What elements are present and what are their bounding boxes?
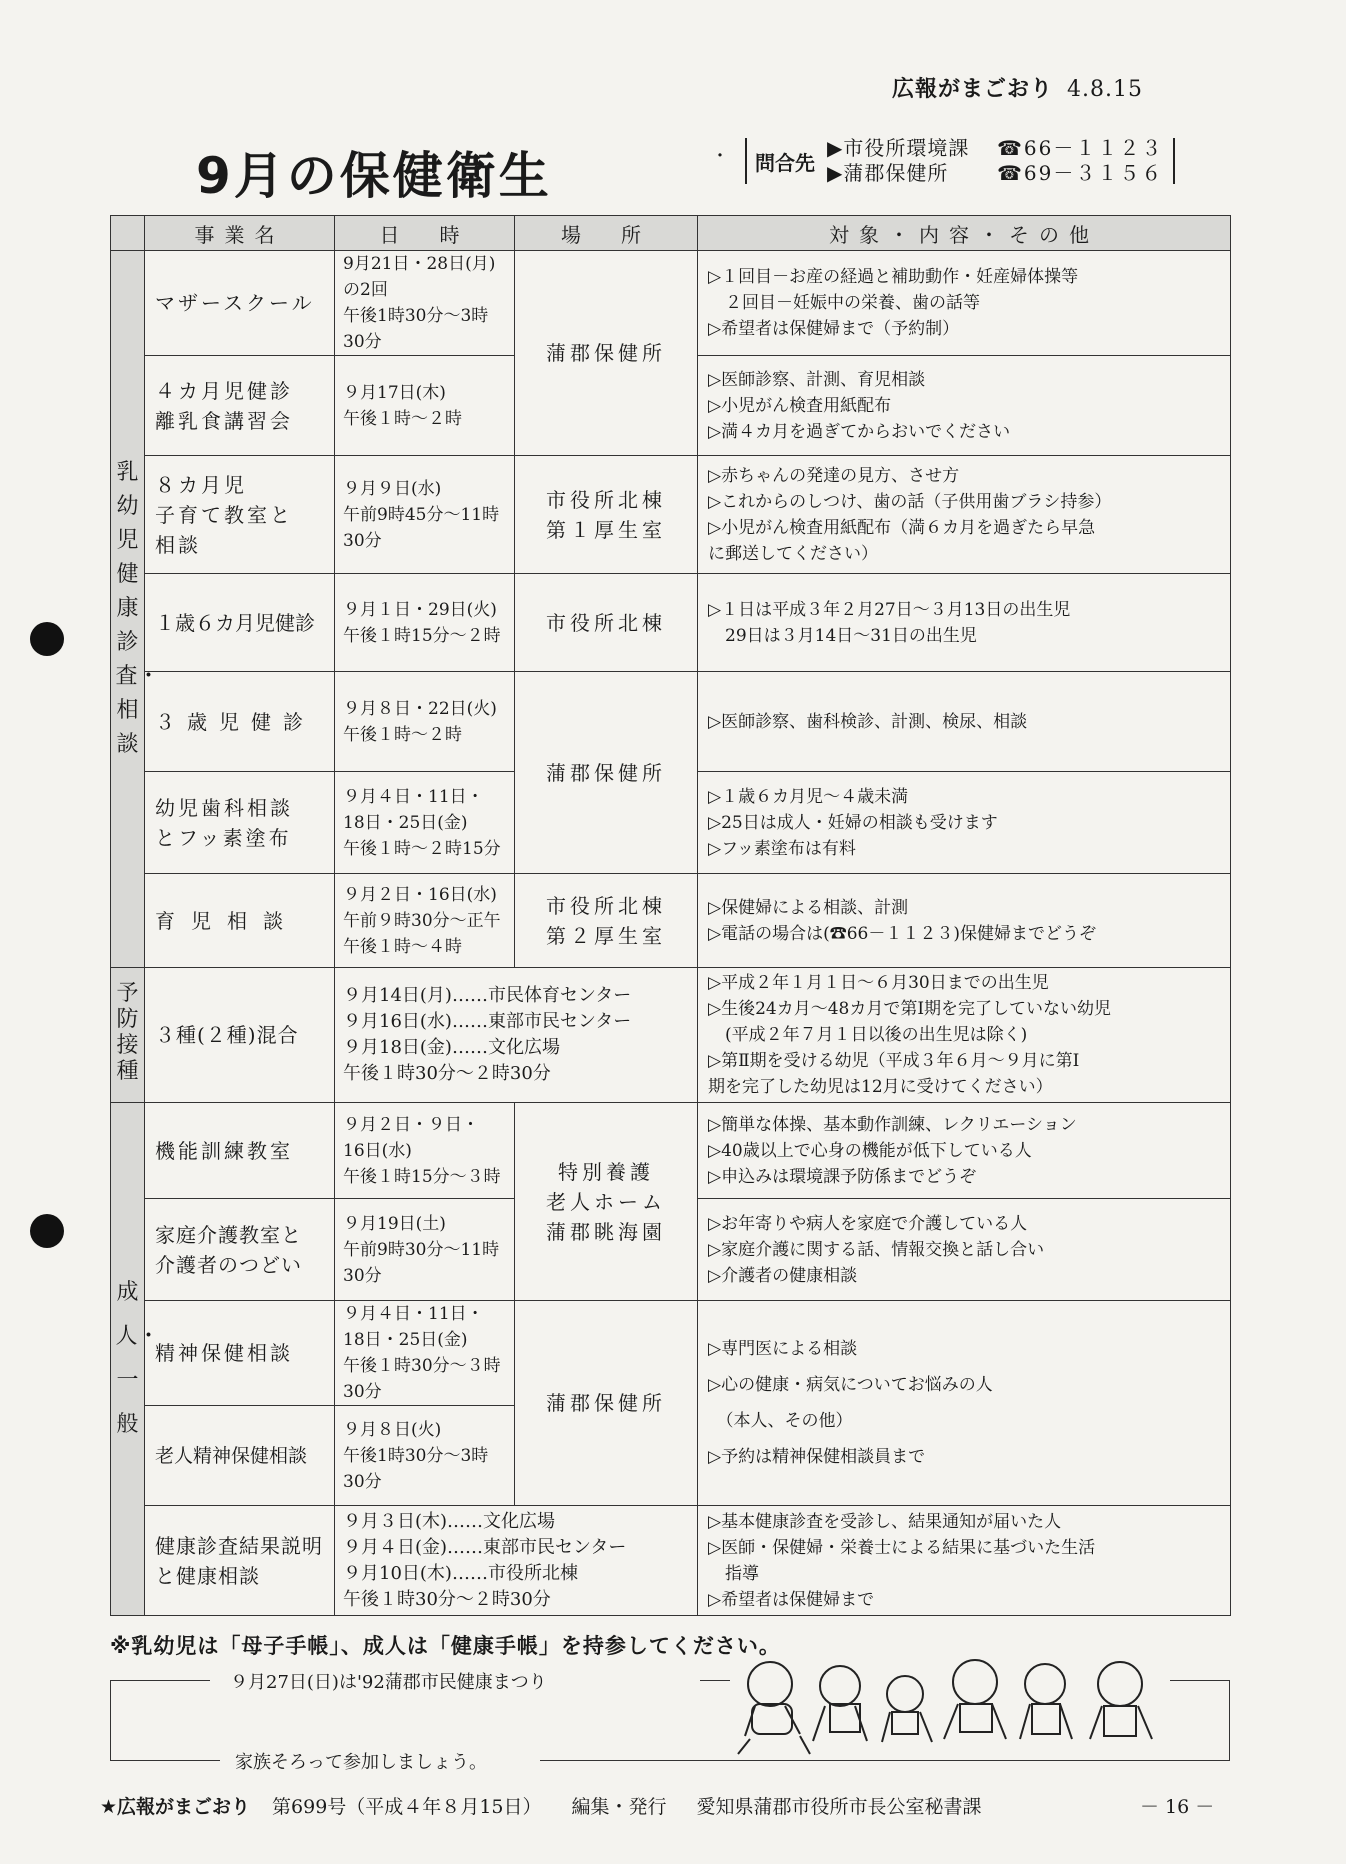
event-datetime: ９月２日・９日・ 16日(水) 午後１時15分～３時 <box>335 1103 515 1199</box>
detail-item: ▷希望者は保健婦まで <box>708 1589 875 1610</box>
detail-item: ▷満４カ月を過ぎてからおいでください <box>708 421 1011 442</box>
footer-brand: ★広報がまごおり <box>100 1796 251 1818</box>
contact-row <box>827 136 1167 161</box>
event-name: 幼児歯科相談 とフッ素塗布 <box>145 772 335 874</box>
event-name: ３種(２種)混合 <box>145 968 335 1103</box>
table-row <box>111 672 1231 772</box>
binder-hole-top <box>30 622 64 656</box>
event-name: 精神保健相談 <box>145 1301 335 1406</box>
detail-item: ▷１日は平成３年２月27日～３月13日の出生児 <box>708 599 1071 620</box>
detail-item: ▷保健婦による相談、計測 <box>708 897 909 918</box>
event-name: 老人精神保健相談 <box>145 1406 335 1506</box>
event-details <box>698 1199 1231 1301</box>
table-row <box>111 574 1231 672</box>
event-name: マザースクール <box>145 251 335 356</box>
event-datetime: ９月４日・11日・ 18日・25日(金) 午後１時～２時15分 <box>335 772 515 874</box>
detail-item: ▷生後24カ月～48カ月で第Ⅰ期を完了していない幼児 (平成２年７月１日以後の出生児は除く) <box>708 999 1112 1045</box>
table-row <box>111 968 1231 1103</box>
event-place: 蒲郡保健所 <box>515 1301 698 1506</box>
header-place: 場 所 <box>515 216 698 251</box>
event-name: 機能訓練教室 <box>145 1103 335 1199</box>
event-datetime: ９月19日(土) 午前9時30分～11時30分 <box>335 1199 515 1301</box>
event-datetime: ９月２日・16日(水) 午前９時30分～正午 午後１時～４時 <box>335 874 515 968</box>
header-details: 対象・内容・その他 <box>698 216 1231 251</box>
event-details <box>698 456 1231 574</box>
detail-item: ▷40歳以上で心身の機能が低下している人 <box>708 1140 1032 1161</box>
footer-issue: 第699号（平成４年８月15日） <box>272 1796 542 1818</box>
detail-item: ▷医師診察、計測、育児相談 <box>708 369 926 390</box>
contact-name: ▶市役所環境課 <box>827 136 970 160</box>
bring-notebook-note: ※乳幼児は「母子手帳」、成人は「健康手帳」を持参してください。 <box>110 1634 781 1658</box>
table-row <box>111 1506 1231 1616</box>
event-details <box>698 1301 1231 1506</box>
detail-item: ▷基本健康診査を受診し、結果通知が届いた人 <box>708 1511 1062 1532</box>
binder-hole-bottom <box>30 1214 64 1248</box>
event-datetime: ９月９日(水) 午前9時45分～11時30分 <box>335 456 515 574</box>
footer <box>100 1792 982 1819</box>
header-blank <box>111 216 145 251</box>
event-details <box>698 968 1231 1103</box>
detail-item: ▷心の健康・病気についてお悩みの人 <box>708 1375 993 1395</box>
contact-name: ▶蒲郡保健所 <box>827 161 949 185</box>
detail-item: ▷簡単な体操、基本動作訓練、レクリエーション <box>708 1114 1077 1135</box>
running-family-illustration <box>730 1644 1170 1764</box>
table-row <box>111 1301 1231 1406</box>
header-datetime: 日 時 <box>335 216 515 251</box>
detail-item: ▷予約は精神保健相談員まで <box>708 1447 926 1467</box>
detail-item: ▷医師・保健婦・栄養士による結果に基づいた生活 指導 <box>708 1537 1096 1584</box>
event-place: 市役所北棟 第２厚生室 <box>515 874 698 968</box>
category-vaccination: 予防接種 <box>111 968 145 1103</box>
footer-publisher: 愛知県蒲郡市役所市長公室秘書課 <box>696 1796 982 1818</box>
event-datetime: ９月４日・11日・ 18日・25日(金) 午後１時30分～３時30分 <box>335 1301 515 1406</box>
contact-tel: ☎69－３１５６ <box>997 161 1164 185</box>
event-place: 蒲郡保健所 <box>515 251 698 456</box>
header-event: 事業名 <box>145 216 335 251</box>
detail-item: ▷小児がん検査用紙配布 <box>708 395 892 416</box>
event-details <box>698 1103 1231 1199</box>
table-header-row <box>111 216 1231 251</box>
event-name: ４カ月児健診 離乳食講習会 <box>145 356 335 456</box>
detail-item: ▷介護者の健康相談 <box>708 1265 858 1286</box>
festival-box <box>110 1670 1230 1773</box>
category-infant: 乳幼児健康診査・相談 <box>111 251 145 968</box>
event-name: 家庭介護教室と 介護者のつどい <box>145 1199 335 1301</box>
event-name: ３歳児健診 <box>145 672 335 772</box>
detail-item: ▷お年寄りや病人を家庭で介護している人 <box>708 1213 1028 1234</box>
event-datetime: ９月14日(月)……市民体育センター ９月16日(水)……東部市民センター ９月18日(金)……文化広場 午後１時30分～２時30分 <box>335 968 698 1103</box>
page-number: － 16 － <box>1140 1796 1215 1818</box>
detail-item: ▷赤ちゃんの発達の見方、させ方 <box>708 465 960 486</box>
event-name: 育児相談 <box>145 874 335 968</box>
detail-item: ▷１回目－お産の経過と補助動作・妊産婦体操等 ２回目－妊娠中の栄養、歯の話等 <box>708 267 1079 313</box>
detail-item: ▷平成２年１月１日～６月30日までの出生児 <box>708 973 1049 993</box>
event-datetime: 9月21日・28日(月)の2回 午後1時30分～3時30分 <box>335 251 515 356</box>
category-adult: 成人・一般 <box>111 1103 145 1616</box>
detail-item: ▷申込みは環境課予防係までどうぞ <box>708 1166 977 1187</box>
contact-label: 問合先 <box>755 150 815 175</box>
event-datetime: ９月３日(木)……文化広場 ９月４日(金)……東部市民センター ９月10日(木)……市役所北棟 午後１時30分～２時30分 <box>335 1506 698 1616</box>
event-name: ８カ月児 子育て教室と 相談 <box>145 456 335 574</box>
schedule-table <box>110 215 1231 1616</box>
publication-header <box>892 72 1143 103</box>
event-place: 市役所北棟 第１厚生室 <box>515 456 698 574</box>
detail-item: 29日は３月14日～31日の出生児 <box>708 625 977 646</box>
event-datetime: ９月17日(木) 午後１時～２時 <box>335 356 515 456</box>
footer-publisher-label: 編集・発行 <box>571 1796 667 1818</box>
festival-invitation: 家族そろって参加しましょう。 <box>235 1752 487 1773</box>
table-row <box>111 251 1231 356</box>
title-dot: ・ <box>711 146 729 167</box>
event-details <box>698 672 1231 772</box>
detail-item: ▷25日は成人・妊婦の相談も受けます <box>708 812 998 833</box>
contact-tel: ☎66－１１２３ <box>997 136 1164 160</box>
event-datetime: ９月８日(火) 午後1時30分～3時30分 <box>335 1406 515 1506</box>
page-title: 9月の保健衛生 <box>196 147 552 205</box>
event-details <box>698 356 1231 456</box>
detail-item: ▷第Ⅱ期を受ける幼児（平成３年６月～９月に第Ⅰ 期を完了した幼児は12月に受けてください） <box>708 1051 1080 1097</box>
event-datetime: ９月８日・22日(火) 午後１時～２時 <box>335 672 515 772</box>
event-details <box>698 1506 1231 1616</box>
table-row <box>111 874 1231 968</box>
table-row <box>111 456 1231 574</box>
event-details <box>698 772 1231 874</box>
detail-item: ▷これからのしつけ、歯の話（子供用歯ブラシ持参） <box>708 491 1112 512</box>
detail-item: ▷専門医による相談 <box>708 1339 858 1359</box>
event-datetime: ９月１日・29日(火) 午後１時15分～２時 <box>335 574 515 672</box>
festival-announcement: ９月27日(日)は'92蒲郡市民健康まつり <box>230 1672 547 1693</box>
contact-box <box>745 138 1175 184</box>
contact-row <box>827 161 1167 186</box>
publication-date: 4.8.15 <box>1067 77 1143 102</box>
event-name: 健康診査結果説明 と健康相談 <box>145 1506 335 1616</box>
detail-item: ▷小児がん検査用紙配布（満６カ月を過ぎたら早急 に郵送してください） <box>708 517 1096 564</box>
event-details <box>698 874 1231 968</box>
detail-item: ▷希望者は保健婦まで（予約制） <box>708 319 960 339</box>
event-details <box>698 251 1231 356</box>
table-row <box>111 1103 1231 1199</box>
event-place: 特別養護 老人ホーム 蒲郡眺海園 <box>515 1103 698 1301</box>
detail-item: ▷フッ素塗布は有料 <box>708 838 856 859</box>
detail-item: ▷電話の場合は(☎66－１１２３)保健婦までどうぞ <box>708 923 1096 944</box>
event-details <box>698 574 1231 672</box>
detail-item: ▷医師診察、歯科検診、計測、検尿、相談 <box>708 711 1028 732</box>
detail-item: ▷家庭介護に関する話、情報交換と話し合い <box>708 1239 1045 1260</box>
detail-item: （本人、その他） <box>708 1411 853 1431</box>
detail-item: ▷１歳６カ月児～４歳未満 <box>708 786 909 807</box>
event-place: 蒲郡保健所 <box>515 672 698 874</box>
publication-name: 広報がまごおり <box>892 77 1054 102</box>
event-name: １歳６カ月児健診 <box>145 574 335 672</box>
event-place: 市役所北棟 <box>515 574 698 672</box>
